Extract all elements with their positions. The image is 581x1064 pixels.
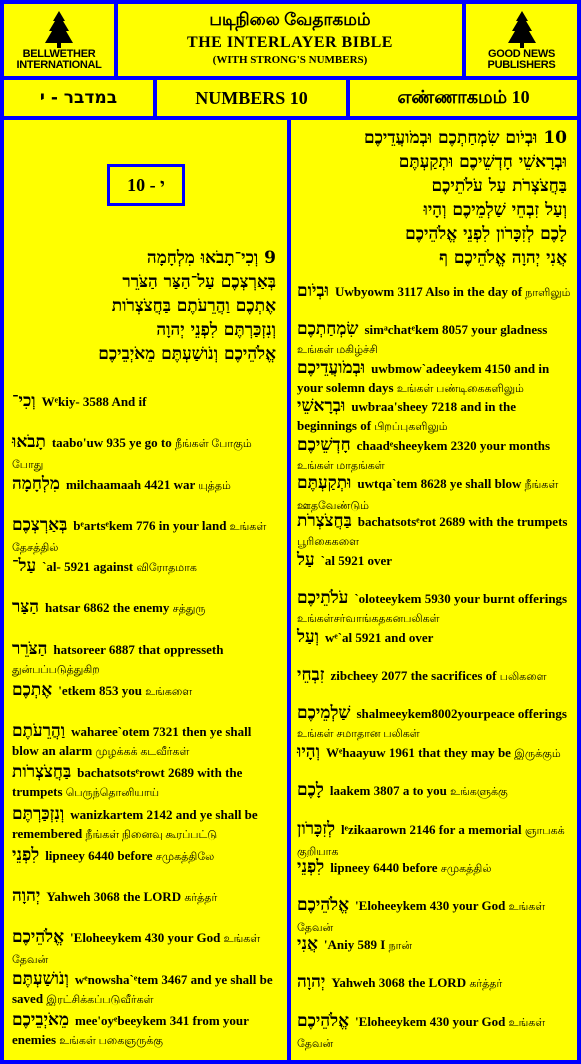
tamil-gloss: இருக்கும் <box>514 747 561 760</box>
interlinear-entry <box>297 743 571 764</box>
tamil-gloss: கர்த்தர் <box>469 978 503 991</box>
tamil-gloss: துன்பப்படுத்துகிற <box>12 663 100 676</box>
english-gloss: hatsoreer 6887 that oppresseth <box>53 641 224 657</box>
interlinear-entry <box>12 681 280 702</box>
tamil-gloss: உங்களுக்கு <box>450 786 508 799</box>
interlinear-entry <box>297 704 571 744</box>
hebrew-word: וְנֹושַׁעְתֶּם <box>12 968 69 989</box>
interlinear-entry <box>297 397 571 437</box>
interlinear-entry <box>297 935 571 956</box>
interlinear-entry <box>297 282 571 303</box>
interlinear-entry <box>297 858 571 879</box>
hebrew-word: לִפְנֵי <box>297 857 325 877</box>
tamil-gloss: உங்கள் தேசத்தில் <box>12 520 267 554</box>
hebrew-word: וּבְיֹום <box>297 281 329 301</box>
hebrew-book-label: במדבר - י <box>4 80 153 116</box>
english-gloss: wanizkartem 2142 and ye shall be remembered <box>12 806 258 841</box>
hebrew-verse-line: 9 וְכִי־תָבֹאוּ מִלְחָמָה <box>146 248 276 268</box>
interlinear-entry <box>12 640 280 680</box>
hebrew-word: תָבֹאוּ <box>12 432 46 453</box>
hebrew-verse-line: בְּאַרְצְכֶם עַל־הַצַּר הַצֹּרֵר <box>122 272 276 292</box>
tamil-gloss: நீங்கள் போகும் போது <box>12 438 252 472</box>
tamil-gloss: பெருந்தொனியாய் <box>65 787 160 800</box>
hebrew-word: וְנִזְכַּרְתֶּם <box>12 803 65 824</box>
verse-9-hebrew <box>14 246 276 366</box>
hebrew-word: וְכִי־ <box>12 391 36 411</box>
hebrew-word: וּתְקַעְתֶּם <box>297 473 352 493</box>
interlinear-entry <box>12 392 280 413</box>
hebrew-verse-line: וְנִזְכַּרְתֶּם לִפְנֵי יְהוָה <box>156 320 276 340</box>
hebrew-word: אֱלֹהֵיכֶם <box>12 927 65 948</box>
hebrew-word: אֶתְכֶם <box>12 679 53 700</box>
hebrew-word: מִלְחָמָה <box>12 473 60 494</box>
english-gloss: Uwbyowm 3117 Also in the day of <box>334 284 526 299</box>
english-gloss: zibcheey 2077 the sacrifices of <box>330 668 500 683</box>
english-gloss: lᵉzikaarown 2146 for a memorial <box>341 821 525 837</box>
interlinear-entry <box>297 628 571 649</box>
english-gloss: Wᵉkiy- 3588 And if <box>41 394 147 409</box>
tamil-title: படிநிலை வேதாகமம் <box>209 10 371 29</box>
interlinear-entry <box>12 433 280 475</box>
english-gloss: 'etkem 853 you <box>58 682 146 698</box>
tamil-gloss: உங்கள் தேவன் <box>297 1016 546 1050</box>
hebrew-word: וְעַל <box>297 626 319 647</box>
tamil-gloss: இரட்சிக்கப்படுவீர்கள் <box>46 993 154 1006</box>
tamil-gloss: நீங்கள் ஊதவேண்டும் <box>297 479 559 512</box>
right-logo-text: GOOD NEWS PUBLISHERS <box>487 48 556 71</box>
interlinear-entry <box>297 896 571 938</box>
hebrew-word: בַּחֲצֹצְרֹת <box>297 511 352 532</box>
hebrew-word: עַל־ <box>12 556 37 576</box>
subtitle: (WITH STRONG'S NUMBERS) <box>212 54 368 66</box>
hebrew-verse-line: וּבְרָאשֵׁי חָדְשֵׁיכֶם וּתְקַעְתֶּם <box>398 152 567 172</box>
interlinear-entry <box>297 1012 571 1054</box>
tamil-gloss: உங்கள்சர்வாங்கதகனபலிகள் <box>297 613 440 626</box>
hebrew-word: זִבְחֵי <box>297 665 325 685</box>
hebrew-word: וּבְמֹועֲדֵיכֶם <box>297 357 366 378</box>
english-gloss: Yahweh 3068 the LORD <box>46 889 185 904</box>
tamil-gloss: பிறப்புகளிலும் <box>374 421 448 434</box>
interlinear-entry <box>297 512 571 552</box>
hebrew-word: אֱלֹהֵיכֶם <box>297 1010 350 1031</box>
tamil-gloss: நாளிலும் <box>525 287 571 299</box>
hebrew-word: בְּאַרְצְכֶם <box>12 514 68 535</box>
tamil-gloss: ஞாபகக் குறியாக <box>297 824 565 858</box>
interlinear-entry <box>297 781 571 802</box>
english-gloss: waharee`otem 7321 then ye shall blow an alarm <box>12 724 252 758</box>
tamil-gloss: உங்கள் பகைஞருக்கு <box>59 1034 164 1047</box>
interlinear-entry <box>297 666 571 687</box>
tamil-gloss: நான் <box>388 939 413 952</box>
hebrew-word: עַל <box>297 549 315 570</box>
chapter-label: י - 10 <box>107 164 185 206</box>
tamil-gloss: உங்கள் தேவன் <box>297 901 546 935</box>
english-gloss: uwbmow`adeeykem 4150 and in your solemn days <box>297 360 550 395</box>
english-gloss: chaadᵉsheeykem 2320 your months <box>356 437 551 453</box>
english-gloss: 'Eloheeykem 430 your God <box>355 898 509 914</box>
english-gloss: taabo'uw 935 ye go to <box>51 435 175 451</box>
hebrew-word: חָדְשֵׁיכֶם <box>297 434 351 455</box>
tamil-gloss: உங்கள் தேவன் <box>12 933 261 967</box>
main-title: THE INTERLAYER BIBLE <box>187 34 393 51</box>
hebrew-word: וְהָיוּ <box>297 741 320 762</box>
hebrew-word: לָכֶם <box>297 780 324 801</box>
hebrew-word: הַצַּר <box>12 597 40 618</box>
tamil-gloss: உங்களை <box>145 685 193 698</box>
right-logo <box>466 4 577 76</box>
english-gloss: bachatsotsᵉrot 2689 with the trumpets <box>357 514 568 530</box>
english-gloss: `al 5921 over <box>320 552 393 568</box>
tamil-gloss: உங்கள் சமாதான பலிகள் <box>297 728 420 741</box>
left-column <box>4 120 287 1060</box>
hebrew-word: שַׁלְמֵיכֶם <box>297 703 351 724</box>
interlinear-entry <box>12 887 280 908</box>
english-gloss: laakem 3807 a to you <box>329 783 451 799</box>
hebrew-word: שִׂמְחַתְכֶם <box>297 319 359 340</box>
hebrew-verse-line: אֶתְכֶם וַהֲרֵעֹתֶם בַּחֲצֹצְרֹות <box>111 296 276 316</box>
tamil-book-label: எண்ணாகமம் 10 <box>350 80 577 116</box>
interlinear-entry <box>297 320 571 360</box>
tamil-gloss: பலிகளை <box>499 671 547 683</box>
hebrew-word: יְהוָה <box>12 886 41 906</box>
interlinear-entry <box>12 763 280 803</box>
hebrew-verse-line: בַּחֲצֹצְרֹת עַל עֹלֹתֵיכֶם <box>431 176 567 196</box>
tamil-gloss: சமுகத்திலே <box>155 850 215 863</box>
english-gloss: mee'oyᵉbeeykem 341 from your enemies <box>12 1012 249 1047</box>
english-book-label: NUMBERS 10 <box>157 80 346 116</box>
hebrew-verse-line: אֱלֹהֵיכֶם וְנֹושַׁעְתֶּם מֵאֹיְבֵיכֶם <box>98 344 276 364</box>
interlinear-entry <box>12 970 280 1010</box>
tamil-gloss: சமுகத்தில் <box>440 863 492 875</box>
interlinear-entry <box>297 589 571 629</box>
tamil-gloss: விரோதமாக <box>136 562 197 574</box>
english-gloss: lipneey 6440 before <box>45 847 156 863</box>
tamil-gloss: முழக்கக் கடவீர்கள் <box>95 746 190 758</box>
good-news-logo-icon <box>492 9 552 49</box>
english-gloss: uwtqa`tem 8628 ye shall blow <box>357 476 525 491</box>
interlinear-entry <box>12 516 280 558</box>
interlinear-entry <box>12 475 280 496</box>
hebrew-word: לִפְנֵי <box>12 844 40 865</box>
english-gloss: `oloteeykem 5930 your burnt offerings <box>354 591 568 607</box>
tamil-gloss: நீங்கள் நினைவு கூரப்பட்டு <box>85 828 218 841</box>
hebrew-verse-line: וְעַל זִבְחֵי שַׁלְמֵיכֶם וְהָיוּ <box>423 200 567 220</box>
english-gloss: hatsar 6862 the enemy <box>45 600 173 616</box>
tamil-gloss: கர்த்தர் <box>184 892 218 904</box>
english-gloss: lipneey 6440 before <box>330 860 441 875</box>
english-gloss: uwbraa'sheey 7218 and in the beginnings of <box>297 399 517 434</box>
interlinear-entry <box>297 973 571 994</box>
tamil-gloss: உங்கள் மாதங்கள் <box>297 459 385 472</box>
tamil-gloss: சத்துரு <box>172 603 206 616</box>
english-gloss: bᵉartsᵉkem 776 in your land <box>73 517 230 533</box>
interlinear-entry <box>12 1011 280 1051</box>
interlinear-entry <box>297 551 571 572</box>
left-logo <box>4 4 114 76</box>
interlinear-entry <box>12 846 280 867</box>
hebrew-word: הַצֹּרֵר <box>12 638 48 659</box>
hebrew-verse-line: 10 וּבְיֹום שִׂמְחַתְכֶם וּבְמֹועֲדֵיכֶם <box>364 128 567 148</box>
right-column <box>291 120 577 1060</box>
interlinear-entry <box>297 474 571 516</box>
hebrew-word: וּבְרָאשֵׁי <box>297 396 346 417</box>
hebrew-word: לְזִכָּרֹון <box>297 818 336 839</box>
english-gloss: milchaamaah 4421 war <box>65 476 199 492</box>
english-gloss: shalmeeykem8002yourpeace offerings <box>356 706 567 722</box>
hebrew-word: וַהֲרֵעֹתֶם <box>12 721 66 741</box>
english-gloss: wᵉnowsha`ᵉtem 3467 and ye shall be saved <box>12 971 273 1006</box>
english-gloss: 'Aniy 589 I <box>323 936 389 952</box>
english-gloss: wᵉ`al 5921 and over <box>324 629 434 645</box>
hebrew-word: אֲנִי <box>297 933 318 954</box>
hebrew-verse-line: לָכֶם לְזִכָּרֹון לִפְנֵי אֱלֹהֵיכֶם <box>405 224 567 244</box>
bellwether-logo-icon <box>29 9 89 49</box>
english-gloss: `al- 5921 against <box>42 559 137 574</box>
english-gloss: Wᵉhaayuw 1961 that they may be <box>325 744 515 760</box>
interlinear-entry <box>12 557 280 578</box>
tamil-gloss: யுத்தம் <box>198 479 231 492</box>
left-logo-text: BELLWETHER INTERNATIONAL <box>16 48 102 71</box>
hebrew-word: עֹלֹתֵיכֶם <box>297 588 349 609</box>
english-gloss: 'Eloheeykem 430 your God <box>70 930 224 946</box>
english-gloss: Yahweh 3068 the LORD <box>331 975 470 991</box>
verse-10-hebrew <box>299 126 567 270</box>
interlinear-entry <box>12 722 280 762</box>
tamil-gloss: உங்கள் மகிழ்ச்சி <box>297 344 378 357</box>
hebrew-verse-line: אֲנִי יְהוָה אֱלֹהֵיכֶם ף <box>439 248 567 268</box>
english-gloss: simᵃchatᵉkem 8057 your gladness <box>364 322 548 338</box>
tamil-gloss: உங்கள் பண்டிகைகளிலும் <box>396 382 524 395</box>
interlinear-entry <box>12 805 280 845</box>
hebrew-word: אֱלֹהֵיכֶם <box>297 895 350 916</box>
tamil-gloss: பூரிகைகளை <box>297 536 360 549</box>
interlinear-entry <box>12 928 280 970</box>
hebrew-word: יְהוָה <box>297 972 326 993</box>
english-gloss: bachatsotsᵉrowt 2689 with the trumpets <box>12 765 243 800</box>
english-gloss: 'Eloheeykem 430 your God <box>355 1013 509 1029</box>
interlinear-entry <box>12 598 280 619</box>
interlinear-entry <box>297 436 571 476</box>
title-box <box>118 4 462 76</box>
interlinear-entry <box>297 820 571 862</box>
hebrew-word: מֵאֹיְבֵיכֶם <box>12 1009 70 1030</box>
interlinear-entry <box>297 359 571 399</box>
hebrew-word: בַּחֲצֹצְרֹות <box>12 762 72 783</box>
